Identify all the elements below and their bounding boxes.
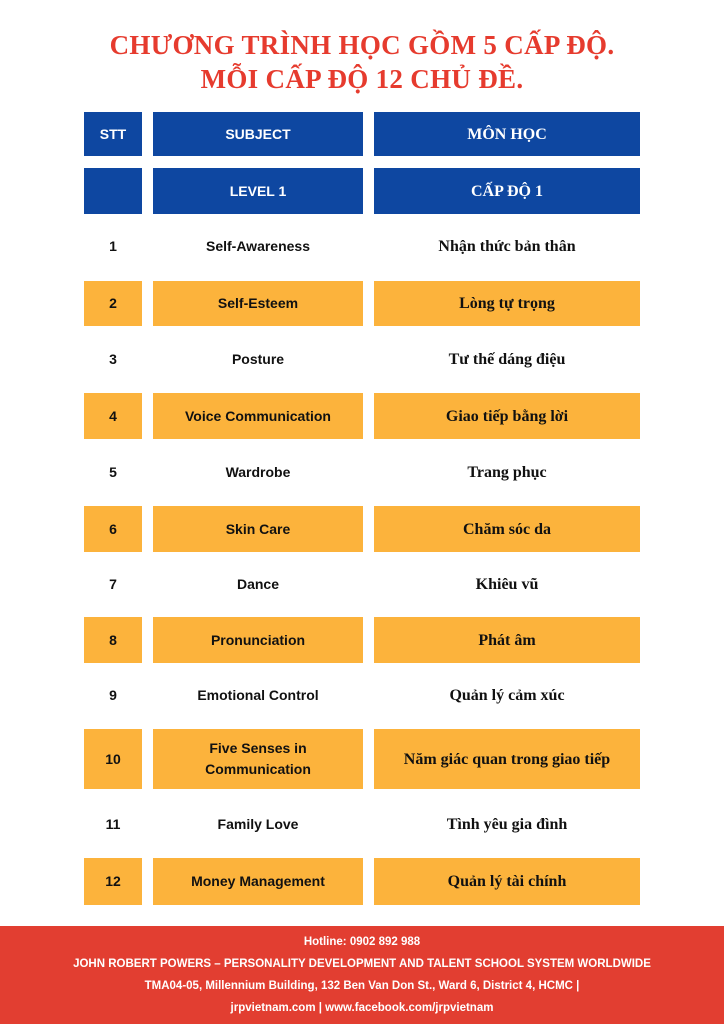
row-subject-en: Five Senses in Communication: [153, 729, 363, 789]
row-stt: 11: [105, 815, 121, 832]
row-subject-en: Dance: [236, 575, 280, 592]
header-mon-hoc: MÔN HỌC: [374, 112, 640, 156]
row-subject-en: Pronunciation: [153, 617, 363, 663]
footer-hotline: Hotline: 0902 892 988: [303, 936, 421, 948]
row-subject-en: Money Management: [153, 858, 363, 905]
row-subject-vi: Nhận thức bản thân: [438, 237, 576, 255]
footer: [0, 926, 724, 1024]
row-subject-vi: Trang phục: [467, 463, 547, 481]
row-subject-vi: Khiêu vũ: [475, 575, 539, 593]
row-stt: 4: [84, 393, 142, 439]
header-level-vi: CẤP ĐỘ 1: [374, 168, 640, 214]
row-subject-en: Posture: [231, 351, 285, 367]
row-subject-vi: Năm giác quan trong giao tiếp: [374, 729, 640, 789]
row-stt: 12: [84, 858, 142, 905]
row-stt: 6: [84, 506, 142, 552]
row-subject-vi: Giao tiếp bằng lời: [374, 393, 640, 439]
row-subject-en: Emotional Control: [197, 686, 319, 703]
row-stt: 2: [84, 281, 142, 326]
row-subject-vi: Lòng tự trọng: [374, 281, 640, 326]
row-subject-en: Self-Esteem: [153, 281, 363, 326]
header-stt-blank: [84, 168, 142, 214]
footer-links: jrpvietnam.com | www.facebook.com/jrpvietnam: [230, 1002, 494, 1014]
footer-company: JOHN ROBERT POWERS – PERSONALITY DEVELOPMENT AND TALENT SCHOOL SYSTEM WORLDWIDE: [73, 958, 651, 970]
header-stt: STT: [84, 112, 142, 156]
row-stt: 10: [84, 729, 142, 789]
row-subject-en: Skin Care: [153, 506, 363, 552]
row-stt: 8: [84, 617, 142, 663]
row-stt: 3: [109, 351, 117, 367]
page-title-line-2: MỖI CẤP ĐỘ 12 CHỦ ĐỀ.: [200, 64, 524, 94]
header-subject: SUBJECT: [153, 112, 363, 156]
row-stt: 9: [109, 686, 117, 703]
row-subject-vi: Chăm sóc da: [374, 506, 640, 552]
row-subject-vi: Quản lý tài chính: [374, 858, 640, 905]
row-subject-vi: Tư thế dáng điệu: [448, 351, 566, 368]
row-subject-vi: Phát âm: [374, 617, 640, 663]
row-stt: 7: [109, 575, 117, 592]
row-subject-en: Family Love: [217, 815, 299, 832]
row-stt: 5: [109, 463, 117, 480]
row-stt: 1: [109, 237, 117, 254]
row-subject-vi: Tình yêu gia đình: [446, 815, 568, 833]
row-subject-en: Self-Awareness: [205, 237, 310, 254]
row-subject-en: Voice Communication: [153, 393, 363, 439]
footer-address: TMA04-05, Millennium Building, 132 Ben Van Don St., Ward 6, District 4, HCMC |: [144, 980, 580, 992]
page-title-line-1: CHƯƠNG TRÌNH HỌC GỒM 5 CẤP ĐỘ.: [109, 30, 615, 60]
header-level-en: LEVEL 1: [153, 168, 363, 214]
row-subject-en: Wardrobe: [225, 463, 291, 480]
row-subject-vi: Quản lý cảm xúc: [449, 686, 565, 704]
